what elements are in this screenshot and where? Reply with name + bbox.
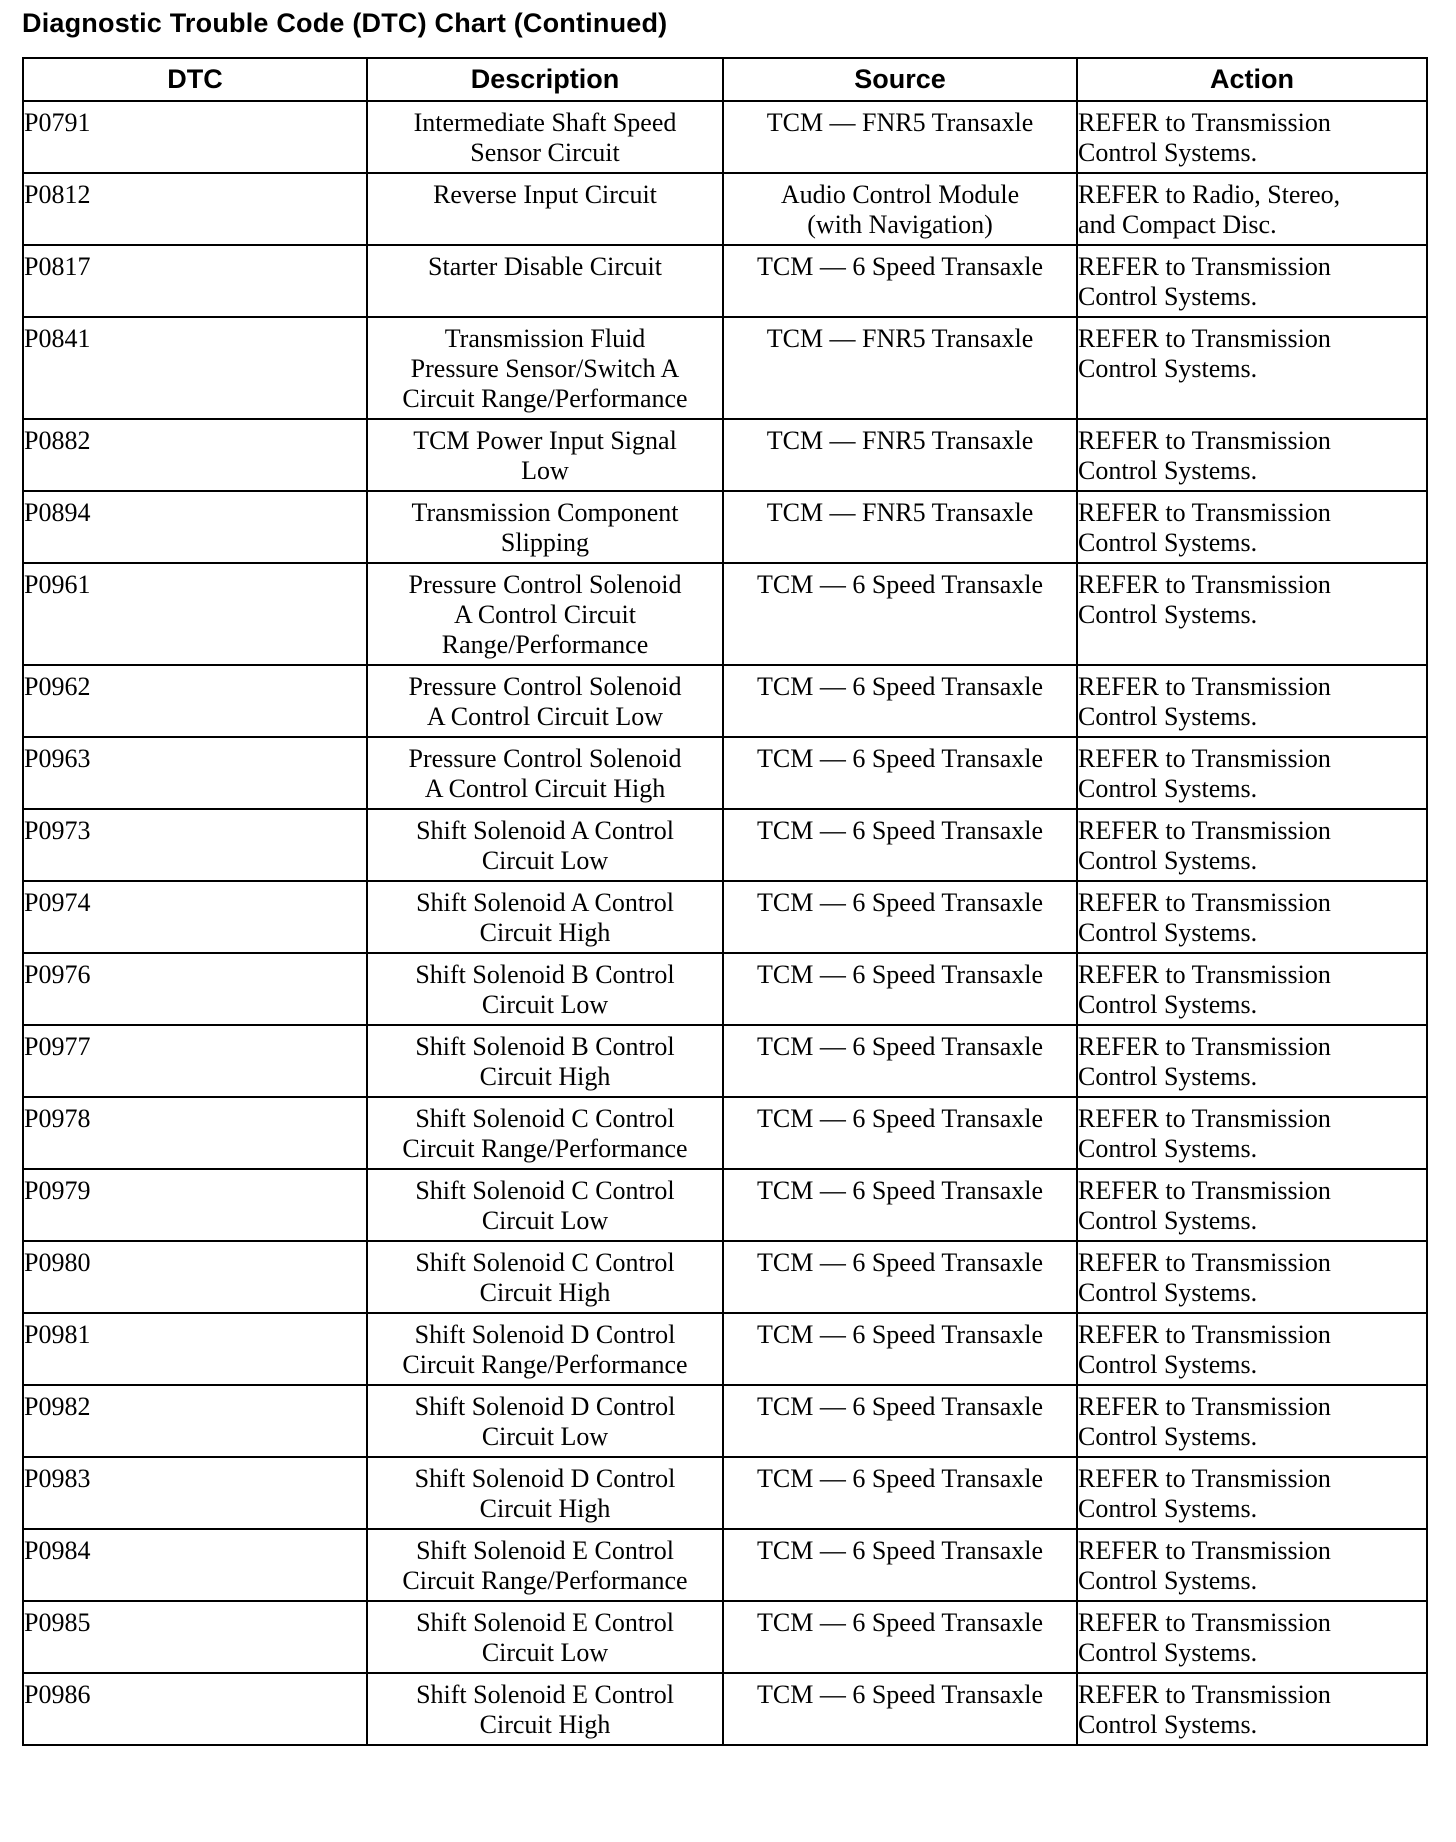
table-row <box>23 419 1427 491</box>
description-line: Circuit Range/Performance <box>402 1566 688 1595</box>
dtc-code-cell: P0985 <box>23 1601 367 1673</box>
action-line: REFER to Transmission <box>1078 1032 1331 1061</box>
action-cell <box>1077 245 1427 317</box>
description-line: Intermediate Shaft Speed <box>413 108 677 137</box>
action-line: REFER to Transmission <box>1078 1392 1331 1421</box>
action-line: REFER to Transmission <box>1078 252 1331 281</box>
action-cell <box>1077 953 1427 1025</box>
description-line: Shift Solenoid E Control <box>416 1680 674 1709</box>
page-title: Diagnostic Trouble Code (DTC) Chart (Continued) <box>22 8 668 38</box>
description-line: Circuit High <box>479 1494 611 1523</box>
description-line: Circuit High <box>479 1062 611 1091</box>
action-cell <box>1077 1025 1427 1097</box>
dtc-code-cell: P0978 <box>23 1097 367 1169</box>
source-cell <box>723 953 1077 1025</box>
description-line: Shift Solenoid A Control <box>416 888 674 917</box>
dtc-code-cell: P0977 <box>23 1025 367 1097</box>
table-row <box>23 1025 1427 1097</box>
description-line: Circuit Low <box>481 1422 609 1451</box>
action-line: REFER to Transmission <box>1078 1608 1331 1637</box>
source-cell <box>723 1673 1077 1745</box>
table-row <box>23 1097 1427 1169</box>
description-line: A Control Circuit High <box>424 774 666 803</box>
description-cell <box>367 1025 723 1097</box>
description-line: Pressure Control Solenoid <box>408 744 682 773</box>
action-line: Control Systems. <box>1078 702 1258 731</box>
source-line: TCM — FNR5 Transaxle <box>766 426 1034 455</box>
description-line: Sensor Circuit <box>470 138 620 167</box>
action-cell <box>1077 1385 1427 1457</box>
table-row <box>23 881 1427 953</box>
source-line: TCM — 6 Speed Transaxle <box>757 1536 1043 1565</box>
action-line: Control Systems. <box>1078 1278 1258 1307</box>
description-line: Pressure Control Solenoid <box>408 672 682 701</box>
action-line: Control Systems. <box>1078 1710 1258 1739</box>
description-line: Shift Solenoid B Control <box>415 1032 675 1061</box>
action-cell <box>1077 1169 1427 1241</box>
dtc-code-cell: P0982 <box>23 1385 367 1457</box>
action-cell <box>1077 1529 1427 1601</box>
action-line: Control Systems. <box>1078 1062 1258 1091</box>
table-row <box>23 1673 1427 1745</box>
action-line: and Compact Disc. <box>1078 210 1277 239</box>
description-line: Circuit Range/Performance <box>402 384 688 413</box>
source-line: TCM — 6 Speed Transaxle <box>757 960 1043 989</box>
description-cell <box>367 491 723 563</box>
source-cell <box>723 1097 1077 1169</box>
description-cell <box>367 1385 723 1457</box>
dtc-code-cell: P0979 <box>23 1169 367 1241</box>
action-line: Control Systems. <box>1078 1566 1258 1595</box>
action-line: REFER to Transmission <box>1078 1104 1331 1133</box>
description-line: TCM Power Input Signal <box>413 426 677 455</box>
description-line: Slipping <box>500 528 590 557</box>
description-line: A Control Circuit Low <box>426 702 664 731</box>
description-line: Circuit Low <box>481 1638 609 1667</box>
source-cell <box>723 1025 1077 1097</box>
table-row <box>23 1457 1427 1529</box>
source-cell <box>723 1169 1077 1241</box>
source-cell <box>723 1529 1077 1601</box>
action-line: REFER to Transmission <box>1078 426 1331 455</box>
dtc-code-cell: P0983 <box>23 1457 367 1529</box>
description-line: Reverse Input Circuit <box>433 180 657 209</box>
description-cell <box>367 1169 723 1241</box>
dtc-code-cell: P0963 <box>23 737 367 809</box>
table-row <box>23 317 1427 419</box>
action-cell <box>1077 1241 1427 1313</box>
column-header-action: Action <box>1077 58 1427 101</box>
source-cell <box>723 737 1077 809</box>
action-line: REFER to Transmission <box>1078 672 1331 701</box>
source-cell <box>723 1313 1077 1385</box>
description-cell <box>367 953 723 1025</box>
action-line: REFER to Transmission <box>1078 888 1331 917</box>
description-line: Transmission Component <box>411 498 679 527</box>
source-cell <box>723 1601 1077 1673</box>
table-row <box>23 245 1427 317</box>
dtc-code-cell: P0812 <box>23 173 367 245</box>
action-cell <box>1077 491 1427 563</box>
column-header-source: Source <box>723 58 1077 101</box>
source-cell <box>723 665 1077 737</box>
source-line: TCM — 6 Speed Transaxle <box>757 1104 1043 1133</box>
table-row <box>23 101 1427 173</box>
source-line: TCM — 6 Speed Transaxle <box>757 1464 1043 1493</box>
description-line: Pressure Sensor/Switch A <box>410 354 680 383</box>
action-cell <box>1077 563 1427 665</box>
source-line: TCM — FNR5 Transaxle <box>766 108 1034 137</box>
source-cell <box>723 245 1077 317</box>
table-row <box>23 665 1427 737</box>
action-cell <box>1077 665 1427 737</box>
table-row <box>23 491 1427 563</box>
description-line: Low <box>521 456 569 485</box>
action-line: Control Systems. <box>1078 1494 1258 1523</box>
action-line: REFER to Transmission <box>1078 1176 1331 1205</box>
description-cell <box>367 419 723 491</box>
description-cell <box>367 737 723 809</box>
dtc-table <box>22 57 1428 1746</box>
description-cell <box>367 1529 723 1601</box>
description-line: Circuit High <box>479 1278 611 1307</box>
action-cell <box>1077 419 1427 491</box>
action-line: REFER to Transmission <box>1078 744 1331 773</box>
source-cell <box>723 563 1077 665</box>
description-line: Circuit Range/Performance <box>402 1350 688 1379</box>
action-line: REFER to Transmission <box>1078 570 1331 599</box>
dtc-code-cell: P0791 <box>23 101 367 173</box>
description-cell <box>367 1673 723 1745</box>
action-line: REFER to Radio, Stereo, <box>1078 180 1341 209</box>
dtc-code-cell: P0973 <box>23 809 367 881</box>
description-cell <box>367 173 723 245</box>
source-line: Audio Control Module <box>780 180 1020 209</box>
description-line: A Control Circuit <box>454 600 636 629</box>
dtc-code-cell: P0841 <box>23 317 367 419</box>
description-line: Shift Solenoid C Control <box>415 1104 675 1133</box>
action-line: REFER to Transmission <box>1078 1320 1331 1349</box>
description-line: Circuit Low <box>481 1206 609 1235</box>
action-cell <box>1077 1457 1427 1529</box>
action-line: Control Systems. <box>1078 774 1258 803</box>
table-row <box>23 1313 1427 1385</box>
description-line: Shift Solenoid B Control <box>415 960 675 989</box>
table-row <box>23 1241 1427 1313</box>
source-line: TCM — FNR5 Transaxle <box>766 498 1034 527</box>
dtc-code-cell: P0962 <box>23 665 367 737</box>
source-line: TCM — 6 Speed Transaxle <box>757 744 1043 773</box>
description-cell <box>367 317 723 419</box>
action-line: Control Systems. <box>1078 456 1258 485</box>
source-line: TCM — 6 Speed Transaxle <box>757 1032 1043 1061</box>
action-cell <box>1077 1097 1427 1169</box>
source-line: TCM — 6 Speed Transaxle <box>757 1176 1043 1205</box>
description-line: Pressure Control Solenoid <box>408 570 682 599</box>
action-line: Control Systems. <box>1078 1206 1258 1235</box>
action-line: REFER to Transmission <box>1078 1536 1331 1565</box>
dtc-code-cell: P0980 <box>23 1241 367 1313</box>
description-line: Shift Solenoid D Control <box>414 1320 676 1349</box>
action-line: Control Systems. <box>1078 918 1258 947</box>
source-line: TCM — 6 Speed Transaxle <box>757 1680 1043 1709</box>
description-line: Circuit Low <box>481 990 609 1019</box>
action-line: Control Systems. <box>1078 1422 1258 1451</box>
action-line: Control Systems. <box>1078 1638 1258 1667</box>
table-row <box>23 737 1427 809</box>
action-cell <box>1077 1673 1427 1745</box>
source-line: TCM — 6 Speed Transaxle <box>757 1392 1043 1421</box>
source-line: TCM — 6 Speed Transaxle <box>757 1608 1043 1637</box>
table-row <box>23 1169 1427 1241</box>
table-body <box>23 101 1427 1745</box>
action-line: REFER to Transmission <box>1078 498 1331 527</box>
action-line: REFER to Transmission <box>1078 1464 1331 1493</box>
dtc-code-cell: P0882 <box>23 419 367 491</box>
source-cell <box>723 419 1077 491</box>
source-line: TCM — 6 Speed Transaxle <box>757 1320 1043 1349</box>
action-line: Control Systems. <box>1078 600 1258 629</box>
description-line: Shift Solenoid D Control <box>414 1464 676 1493</box>
table-row <box>23 809 1427 881</box>
description-line: Shift Solenoid E Control <box>416 1536 674 1565</box>
table-row <box>23 1529 1427 1601</box>
description-cell <box>367 245 723 317</box>
action-line: REFER to Transmission <box>1078 108 1331 137</box>
description-line: Shift Solenoid A Control <box>416 816 674 845</box>
table-row <box>23 1385 1427 1457</box>
description-cell <box>367 1241 723 1313</box>
action-cell <box>1077 809 1427 881</box>
table-row <box>23 953 1427 1025</box>
source-cell <box>723 101 1077 173</box>
action-line: REFER to Transmission <box>1078 1680 1331 1709</box>
dtc-code-cell: P0894 <box>23 491 367 563</box>
action-cell <box>1077 737 1427 809</box>
description-line: Range/Performance <box>441 630 649 659</box>
source-line: TCM — FNR5 Transaxle <box>766 324 1034 353</box>
description-cell <box>367 1457 723 1529</box>
source-cell <box>723 317 1077 419</box>
column-header-dtc: DTC <box>23 58 367 101</box>
action-cell <box>1077 317 1427 419</box>
description-line: Shift Solenoid C Control <box>415 1176 675 1205</box>
action-line: REFER to Transmission <box>1078 816 1331 845</box>
description-cell <box>367 809 723 881</box>
description-cell <box>367 563 723 665</box>
description-cell <box>367 1313 723 1385</box>
dtc-code-cell: P0976 <box>23 953 367 1025</box>
description-line: Transmission Fluid <box>444 324 646 353</box>
source-cell <box>723 881 1077 953</box>
description-line: Circuit High <box>479 1710 611 1739</box>
description-cell <box>367 881 723 953</box>
action-cell <box>1077 101 1427 173</box>
dtc-code-cell: P0961 <box>23 563 367 665</box>
table-row <box>23 1601 1427 1673</box>
dtc-code-cell: P0986 <box>23 1673 367 1745</box>
description-cell <box>367 665 723 737</box>
source-line: (with Navigation) <box>807 210 993 239</box>
action-line: Control Systems. <box>1078 1350 1258 1379</box>
action-line: Control Systems. <box>1078 990 1258 1019</box>
action-cell <box>1077 1601 1427 1673</box>
dtc-code-cell: P0817 <box>23 245 367 317</box>
description-line: Shift Solenoid C Control <box>415 1248 675 1277</box>
action-line: REFER to Transmission <box>1078 1248 1331 1277</box>
action-line: REFER to Transmission <box>1078 960 1331 989</box>
source-cell <box>723 809 1077 881</box>
action-line: Control Systems. <box>1078 1134 1258 1163</box>
source-line: TCM — 6 Speed Transaxle <box>757 1248 1043 1277</box>
source-line: TCM — 6 Speed Transaxle <box>757 816 1043 845</box>
source-cell <box>723 1457 1077 1529</box>
source-cell <box>723 1385 1077 1457</box>
description-line: Circuit Range/Performance <box>402 1134 688 1163</box>
source-line: TCM — 6 Speed Transaxle <box>757 888 1043 917</box>
action-cell <box>1077 173 1427 245</box>
action-line: Control Systems. <box>1078 138 1258 167</box>
description-line: Shift Solenoid D Control <box>414 1392 676 1421</box>
action-line: REFER to Transmission <box>1078 324 1331 353</box>
action-line: Control Systems. <box>1078 846 1258 875</box>
description-line: Circuit Low <box>481 846 609 875</box>
description-line: Starter Disable Circuit <box>428 252 662 281</box>
description-cell <box>367 1601 723 1673</box>
dtc-code-cell: P0981 <box>23 1313 367 1385</box>
source-line: TCM — 6 Speed Transaxle <box>757 252 1043 281</box>
source-cell <box>723 1241 1077 1313</box>
dtc-code-cell: P0974 <box>23 881 367 953</box>
description-cell <box>367 101 723 173</box>
dtc-code-cell: P0984 <box>23 1529 367 1601</box>
table-row <box>23 563 1427 665</box>
source-cell <box>723 173 1077 245</box>
action-line: Control Systems. <box>1078 282 1258 311</box>
table-header-row <box>23 58 1427 101</box>
action-cell <box>1077 881 1427 953</box>
column-header-description: Description <box>367 58 723 101</box>
description-line: Shift Solenoid E Control <box>416 1608 674 1637</box>
action-cell <box>1077 1313 1427 1385</box>
source-line: TCM — 6 Speed Transaxle <box>757 570 1043 599</box>
action-line: Control Systems. <box>1078 354 1258 383</box>
action-line: Control Systems. <box>1078 528 1258 557</box>
source-cell <box>723 491 1077 563</box>
description-cell <box>367 1097 723 1169</box>
table-row <box>23 173 1427 245</box>
description-line: Circuit High <box>479 918 611 947</box>
source-line: TCM — 6 Speed Transaxle <box>757 672 1043 701</box>
